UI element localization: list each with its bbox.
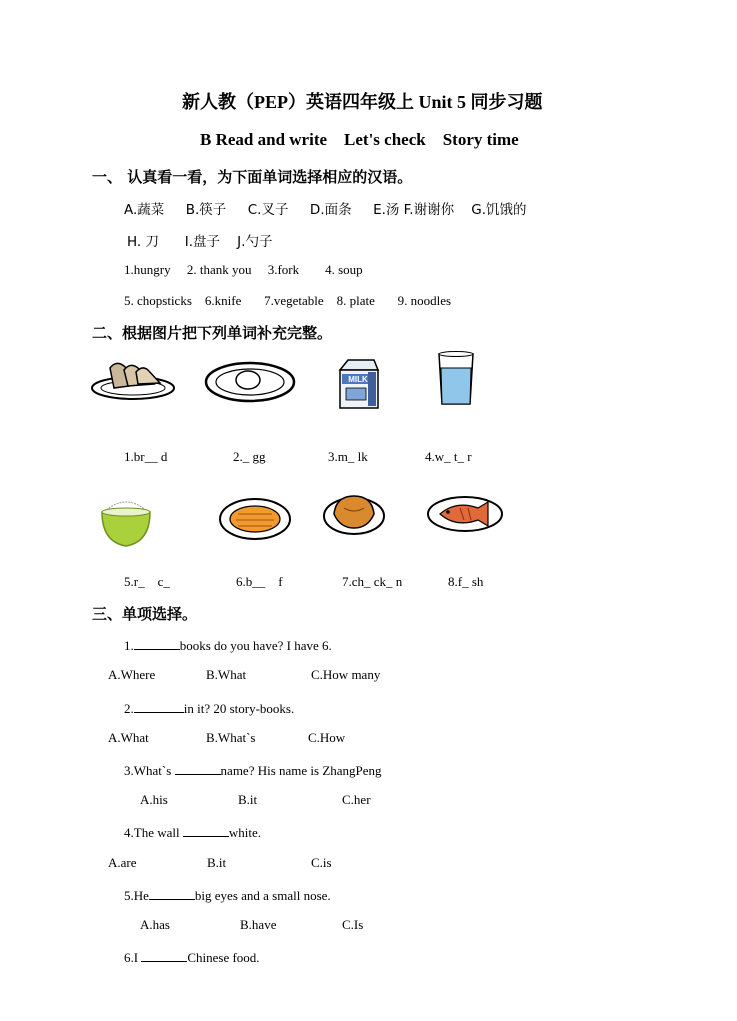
question-3-prefix: 3.What`s: [124, 763, 175, 778]
bread-icon: [90, 356, 176, 402]
question-5-prefix: 5.He: [124, 888, 149, 903]
fill-word-3: 3.m_ lk: [328, 449, 368, 464]
question-6: [124, 948, 260, 966]
question-2-number: 2.: [124, 701, 134, 716]
milk-label: MILK: [348, 375, 368, 384]
question-3-text: name? His name is ZhangPeng: [220, 763, 382, 778]
fill-word-5: 5.r_ c_: [124, 574, 170, 589]
chicken-icon: [322, 488, 386, 538]
q3-option-a: A.his: [140, 792, 168, 807]
fill-word-4: 4.w_ t_ r: [425, 449, 472, 464]
fill-word-8: 8.f_ sh: [448, 574, 484, 589]
question-6-prefix: 6.I: [124, 950, 142, 965]
question-1-number: 1.: [124, 638, 134, 653]
fill-word-6: 6.b__ f: [236, 574, 283, 589]
section1-options-line2: H. 刀 I.盘子 J.勺子: [127, 234, 273, 250]
answer-blank-6[interactable]: [141, 948, 187, 962]
section3-heading: 三、单项选择。: [92, 605, 198, 623]
milk-icon: [334, 356, 382, 412]
fill-word-1: 1.br__ d: [124, 449, 168, 464]
q2-option-a: A.What: [108, 730, 149, 745]
question-4-text: white.: [228, 825, 261, 840]
answer-blank-4[interactable]: [183, 823, 229, 837]
rice-icon: [98, 494, 154, 550]
page-title: 新人教（PEP）英语四年级上 Unit 5 同步习题: [182, 92, 543, 112]
question-1: [124, 636, 332, 654]
q1-option-c: C.How many: [311, 667, 381, 682]
answer-blank-1[interactable]: [134, 636, 180, 650]
question-5: [124, 886, 331, 904]
beef-icon: [218, 496, 292, 542]
answer-blank-3[interactable]: [175, 761, 221, 775]
page-subtitle: B Read and write Let's check Story time: [200, 130, 519, 149]
question-1-text: books do you have? I have 6.: [179, 638, 332, 653]
q2-option-c: C.How: [308, 730, 346, 745]
question-4: [124, 823, 261, 841]
question-5-text: big eyes and a small nose.: [194, 888, 331, 903]
q4-option-c: C.is: [311, 855, 332, 870]
question-2-text: in it? 20 story-books.: [183, 701, 295, 716]
answer-blank-5[interactable]: [149, 886, 195, 900]
answer-blank-2[interactable]: [134, 699, 184, 713]
q4-option-a: A.are: [108, 855, 137, 870]
question-4-prefix: 4.The wall: [124, 825, 183, 840]
q1-option-a: A.Where: [108, 667, 156, 682]
q2-option-b: B.What`s: [206, 730, 256, 745]
q5-option-a: A.has: [140, 917, 170, 932]
q3-option-c: C.her: [342, 792, 371, 807]
q1-option-b: B.What: [206, 667, 247, 682]
egg-icon: [204, 360, 296, 406]
fill-word-7: 7.ch_ ck_ n: [342, 574, 403, 589]
fish-icon: [426, 494, 504, 534]
q5-option-b: B.have: [240, 917, 277, 932]
section1-heading: 一、 认真看一看，为下面单词选择相应的汉语。: [92, 168, 413, 186]
section1-words-line2: 5. chopsticks 6.knife 7.vegetable 8. plate 9. noodles: [124, 293, 452, 308]
question-6-text: Chinese food.: [187, 950, 260, 965]
q5-option-c: C.Is: [342, 917, 364, 932]
water-icon: [436, 350, 476, 408]
section2-heading: 二、根据图片把下列单词补充完整。: [92, 324, 333, 342]
q3-option-b: B.it: [238, 792, 258, 807]
question-3: [124, 761, 382, 779]
fill-word-2: 2._ gg: [233, 449, 266, 464]
question-2: [124, 699, 294, 717]
q4-option-b: B.it: [207, 855, 227, 870]
section1-words-line1: 1.hungry 2. thank you 3.fork 4. soup: [124, 262, 363, 277]
section1-options-line1: A.蔬菜 B.筷子 C.叉子 D.面条 E.汤 F.谢谢你 G.饥饿的: [124, 202, 527, 218]
